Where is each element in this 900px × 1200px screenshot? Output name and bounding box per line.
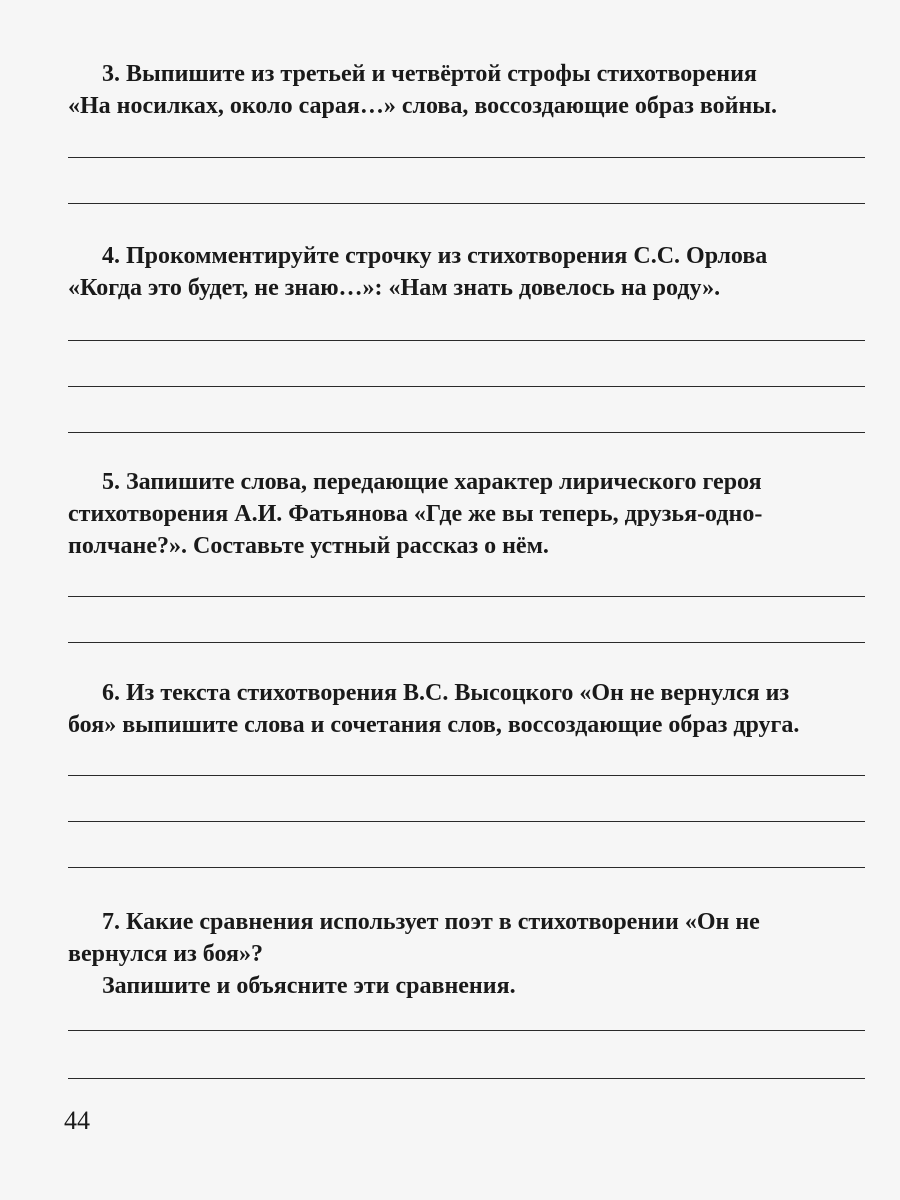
question-6-line-2: боя» выпишите слова и сочетания слов, воссоздающие образ друга. <box>68 712 800 738</box>
answer-line-7-2[interactable] <box>68 1078 865 1079</box>
answer-line-3-2[interactable] <box>68 203 865 204</box>
question-4-line-1: 4. Прокомментируйте строчку из стихотворения С.С. Орлова <box>102 243 768 269</box>
answer-line-4-1[interactable] <box>68 340 865 341</box>
answer-line-3-1[interactable] <box>68 157 865 158</box>
page-number: 44 <box>64 1106 90 1135</box>
answer-line-5-1[interactable] <box>68 596 865 597</box>
question-7-line-3: Запишите и объясните эти сравнения. <box>102 973 516 999</box>
question-5 <box>68 466 865 562</box>
question-6 <box>68 677 865 741</box>
question-3-line-2: «На носилках, около сарая…» слова, воссоздающие образ войны. <box>68 93 778 119</box>
answer-line-4-3[interactable] <box>68 432 865 433</box>
answer-line-6-3[interactable] <box>68 867 865 868</box>
question-4 <box>68 240 865 304</box>
question-5-line-2: стихотворения А.И. Фатьянова «Где же вы теперь, друзья-одно- <box>68 501 763 527</box>
question-3-line-1: 3. Выпишите из третьей и четвёртой строфы стихотворения <box>102 61 757 87</box>
question-7 <box>68 906 865 1002</box>
answer-line-5-2[interactable] <box>68 642 865 643</box>
question-4-line-2: «Когда это будет, не знаю…»: «Нам знать довелось на роду». <box>68 275 721 301</box>
answer-line-4-2[interactable] <box>68 386 865 387</box>
question-7-line-2: вернулся из боя»? <box>68 941 263 967</box>
answer-line-6-1[interactable] <box>68 775 865 776</box>
question-6-line-1: 6. Из текста стихотворения В.С. Высоцкого «Он не вернулся из <box>102 680 790 706</box>
question-5-line-1: 5. Запишите слова, передающие характер лирического героя <box>102 469 762 495</box>
answer-line-6-2[interactable] <box>68 821 865 822</box>
question-7-line-1: 7. Какие сравнения использует поэт в стихотворении «Он не <box>102 909 760 935</box>
question-5-line-3: полчане?». Составьте устный рассказ о нём. <box>68 533 549 559</box>
question-3 <box>68 58 865 122</box>
answer-line-7-1[interactable] <box>68 1030 865 1031</box>
